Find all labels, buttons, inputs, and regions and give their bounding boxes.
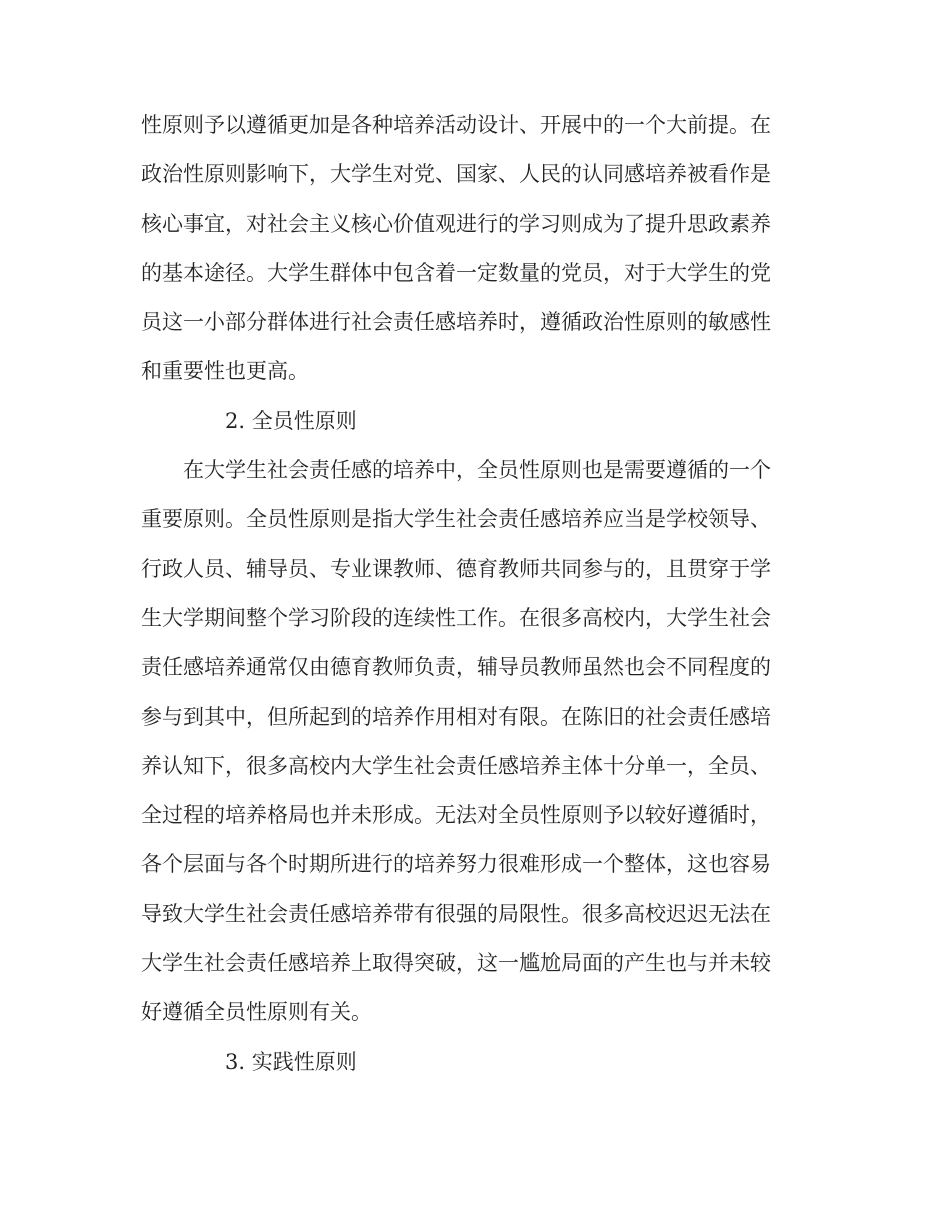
text-line: 性原则予以遵循更加是各种培养活动设计、开展中的一个大前提。在: [141, 113, 771, 137]
text-line: 生大学期间整个学习阶段的连续性工作。在很多高校内，大学生社会: [141, 605, 771, 630]
text-line: 在大学生社会责任感的培养中，全员性原则也是需要遵循的一个: [183, 458, 771, 483]
text-line: 大学生社会责任感培养上取得突破，这一尴尬局面的产生也与并未较: [141, 951, 771, 976]
paragraph-political-principle: [141, 101, 795, 397]
text-line: 好遵循全员性原则有关。: [141, 1000, 372, 1025]
text-line: 重要原则。全员性原则是指大学生社会责任感培养应当是学校领导、: [141, 507, 771, 532]
section-title: 全员性原则: [251, 408, 357, 433]
text-line: 参与到其中，但所起到的培养作用相对有限。在陈旧的社会责任感培: [141, 704, 771, 729]
text-line: 养认知下，很多高校内大学生社会责任感培养主体十分单一，全员、: [141, 753, 771, 778]
section-number: 3.: [225, 1049, 246, 1074]
text-line: 和重要性也更高。: [141, 359, 309, 384]
text-line: 政治性原则影响下，大学生对党、国家、人民的认同感培养被看作是: [141, 162, 771, 187]
text-line: 的基本途径。大学生群体中包含着一定数量的党员，对于大学生的党: [141, 260, 771, 285]
text-line: 导致大学生社会责任感培养带有很强的局限性。很多高校迟迟无法在: [141, 901, 771, 926]
text-line: 核心事宜，对社会主义核心价值观进行的学习则成为了提升思政素养: [141, 211, 771, 236]
section-number: 2.: [225, 408, 246, 433]
document-body: [141, 101, 795, 1087]
text-line: 责任感培养通常仅由德育教师负责，辅导员教师虽然也会不同程度的: [141, 655, 771, 680]
paragraph-all-staff-principle: [141, 446, 795, 1038]
section-heading-3: [141, 1038, 795, 1087]
section-title: 实践性原则: [251, 1049, 357, 1074]
section-heading-2: [141, 397, 795, 446]
text-line: 员这一小部分群体进行社会责任感培养时，遵循政治性原则的敏感性: [141, 310, 771, 335]
text-line: 各个层面与各个时期所进行的培养努力很难形成一个整体，这也容易: [141, 852, 771, 877]
text-line: 行政人员、辅导员、专业课教师、德育教师共同参与的，且贯穿于学: [141, 556, 771, 581]
text-line: 全过程的培养格局也并未形成。无法对全员性原则予以较好遵循时，: [141, 803, 771, 828]
